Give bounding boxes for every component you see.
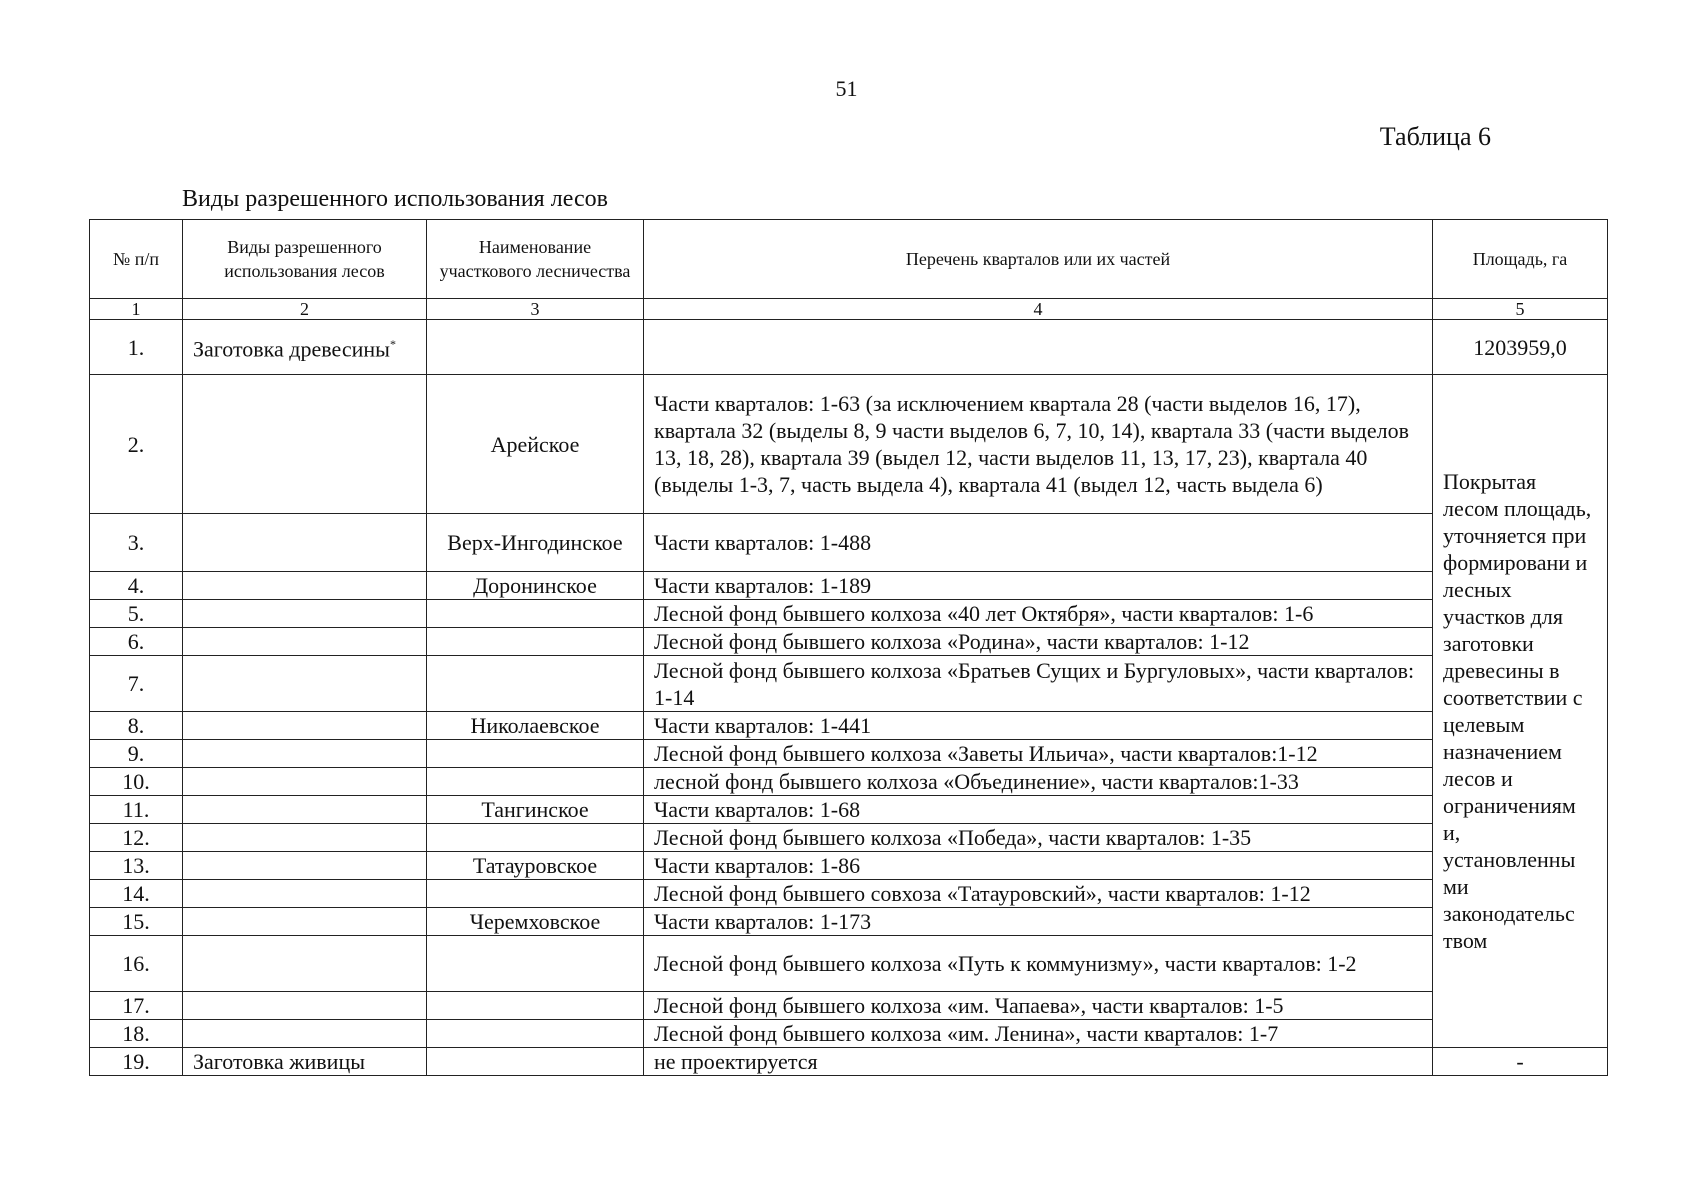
quarters-cell: лесной фонд бывшего колхоза «Объединение», части кварталов:1-33 bbox=[644, 768, 1433, 796]
column-number-row bbox=[90, 299, 1608, 320]
row-number: 8. bbox=[90, 712, 183, 740]
use-kind-cell bbox=[183, 936, 427, 992]
row-number: 11. bbox=[90, 796, 183, 824]
use-kind-cell bbox=[183, 992, 427, 1020]
use-kind-cell bbox=[183, 628, 427, 656]
quarters-cell: Части кварталов: 1-173 bbox=[644, 908, 1433, 936]
row-number: 19. bbox=[90, 1048, 183, 1076]
use-kind-cell bbox=[183, 908, 427, 936]
table-row bbox=[90, 824, 1608, 852]
forestry-cell bbox=[427, 1020, 644, 1048]
forestry-cell: Доронинское bbox=[427, 572, 644, 600]
forestry-cell bbox=[427, 768, 644, 796]
quarters-cell: Лесной фонд бывшего совхоза «Татауровский», части кварталов: 1-12 bbox=[644, 880, 1433, 908]
table-caption: Таблица 6 bbox=[1379, 122, 1491, 151]
use-kind-cell bbox=[183, 768, 427, 796]
table-row bbox=[90, 628, 1608, 656]
quarters-cell: не проектируется bbox=[644, 1048, 1433, 1076]
forestry-cell bbox=[427, 656, 644, 712]
quarters-cell: Лесной фонд бывшего колхоза «Братьев Сущих и Бургуловых», части кварталов: 1-14 bbox=[644, 656, 1433, 712]
table-row bbox=[90, 656, 1608, 712]
quarters-cell bbox=[644, 320, 1433, 375]
header-cell-area: Площадь, га bbox=[1433, 220, 1608, 299]
table-title: Виды разрешенного использования лесов bbox=[182, 186, 608, 212]
forestry-cell: Арейское bbox=[427, 375, 644, 514]
row-number: 1. bbox=[90, 320, 183, 375]
row-number: 5. bbox=[90, 600, 183, 628]
forestry-cell: Черемховское bbox=[427, 908, 644, 936]
quarters-cell: Лесной фонд бывшего колхоза «Родина», части кварталов: 1-12 bbox=[644, 628, 1433, 656]
quarters-cell: Части кварталов: 1-86 bbox=[644, 852, 1433, 880]
header-cell-quarters: Перечень кварталов или их частей bbox=[644, 220, 1433, 299]
column-number: 4 bbox=[644, 299, 1433, 320]
table-row bbox=[90, 514, 1608, 572]
use-kind-cell bbox=[183, 740, 427, 768]
row-number: 17. bbox=[90, 992, 183, 1020]
quarters-cell: Части кварталов: 1-189 bbox=[644, 572, 1433, 600]
use-kind-cell bbox=[183, 880, 427, 908]
quarters-cell: Лесной фонд бывшего колхоза «им. Чапаева», части кварталов: 1-5 bbox=[644, 992, 1433, 1020]
use-kind-cell bbox=[183, 656, 427, 712]
quarters-cell: Части кварталов: 1-441 bbox=[644, 712, 1433, 740]
table-row bbox=[90, 852, 1608, 880]
row-number: 7. bbox=[90, 656, 183, 712]
table-row bbox=[90, 768, 1608, 796]
quarters-cell: Лесной фонд бывшего колхоза «им. Ленина», части кварталов: 1-7 bbox=[644, 1020, 1433, 1048]
row-number: 13. bbox=[90, 852, 183, 880]
quarters-cell: Части кварталов: 1-63 (за исключением квартала 28 (части выделов 16, 17), квартала 32 (выделы 8, 9 части выделов 6, 7, 10, 14), квартала 33 (части выделов 13, 18, 28), квартала 39 (выдел 12, части выделов 11, 13, 17, 23), квартала 40 (выделы 1-3, 7, часть выдела 4), квартала 41 (выдел 12, часть выдела 6) bbox=[644, 375, 1433, 514]
table-row bbox=[90, 712, 1608, 740]
forestry-cell bbox=[427, 992, 644, 1020]
table-row bbox=[90, 740, 1608, 768]
column-number: 1 bbox=[90, 299, 183, 320]
table-row bbox=[90, 908, 1608, 936]
forestry-cell: Николаевское bbox=[427, 712, 644, 740]
row-number: 18. bbox=[90, 1020, 183, 1048]
use-kind-cell bbox=[183, 712, 427, 740]
use-kind-cell bbox=[183, 572, 427, 600]
use-kind-cell bbox=[183, 375, 427, 514]
row-number: 9. bbox=[90, 740, 183, 768]
header-cell-use-kind: Виды разрешенного использования лесов bbox=[183, 220, 427, 299]
page-number: 51 bbox=[835, 76, 858, 101]
forestry-cell: Татауровское bbox=[427, 852, 644, 880]
use-kind-cell bbox=[183, 320, 427, 375]
use-kind-cell: Заготовка живицы bbox=[183, 1048, 427, 1076]
forestry-cell bbox=[427, 320, 644, 375]
area-cell: - bbox=[1433, 1048, 1608, 1076]
area-cell: 1203959,0 bbox=[1433, 320, 1608, 375]
row-number: 14. bbox=[90, 880, 183, 908]
forestry-cell bbox=[427, 600, 644, 628]
use-kind-cell bbox=[183, 852, 427, 880]
row-number: 16. bbox=[90, 936, 183, 992]
forest-use-table bbox=[89, 219, 1608, 1076]
header-cell-forestry: Наименование участкового лесничества bbox=[427, 220, 644, 299]
table-row bbox=[90, 572, 1608, 600]
column-number: 5 bbox=[1433, 299, 1608, 320]
forestry-cell bbox=[427, 880, 644, 908]
column-number: 3 bbox=[427, 299, 644, 320]
row-number: 10. bbox=[90, 768, 183, 796]
forestry-cell bbox=[427, 628, 644, 656]
row-number: 3. bbox=[90, 514, 183, 572]
table-row bbox=[90, 320, 1608, 375]
table-row bbox=[90, 1048, 1608, 1076]
use-kind-text: Заготовка древесины bbox=[193, 336, 390, 362]
footnote-mark: * bbox=[389, 337, 396, 352]
forestry-cell bbox=[427, 740, 644, 768]
use-kind-cell bbox=[183, 796, 427, 824]
table-row bbox=[90, 1020, 1608, 1048]
forestry-cell bbox=[427, 936, 644, 992]
table-row bbox=[90, 936, 1608, 992]
row-number: 6. bbox=[90, 628, 183, 656]
table-row bbox=[90, 880, 1608, 908]
quarters-cell: Части кварталов: 1-488 bbox=[644, 514, 1433, 572]
header-row bbox=[90, 220, 1608, 299]
column-number: 2 bbox=[183, 299, 427, 320]
quarters-cell: Лесной фонд бывшего колхоза «Заветы Ильича», части кварталов:1-12 bbox=[644, 740, 1433, 768]
row-number: 15. bbox=[90, 908, 183, 936]
forestry-cell bbox=[427, 824, 644, 852]
use-kind-cell bbox=[183, 1020, 427, 1048]
area-note-cell: Покрытая лесом площадь, уточняется при формировани и лесных участков для заготовки древесины в соответствии с целевым назначением лесов и ограничениям и, установленны ми законодательс твом bbox=[1433, 375, 1608, 1048]
quarters-cell: Части кварталов: 1-68 bbox=[644, 796, 1433, 824]
table-row bbox=[90, 992, 1608, 1020]
table-row bbox=[90, 600, 1608, 628]
row-number: 12. bbox=[90, 824, 183, 852]
quarters-cell: Лесной фонд бывшего колхоза «40 лет Октября», части кварталов: 1-6 bbox=[644, 600, 1433, 628]
quarters-cell: Лесной фонд бывшего колхоза «Путь к коммунизму», части кварталов: 1-2 bbox=[644, 936, 1433, 992]
header-cell-number: № п/п bbox=[90, 220, 183, 299]
forestry-cell: Верх-Ингодинское bbox=[427, 514, 644, 572]
use-kind-cell bbox=[183, 600, 427, 628]
forestry-cell bbox=[427, 1048, 644, 1076]
row-number: 4. bbox=[90, 572, 183, 600]
table-row bbox=[90, 796, 1608, 824]
row-number: 2. bbox=[90, 375, 183, 514]
quarters-cell: Лесной фонд бывшего колхоза «Победа», части кварталов: 1-35 bbox=[644, 824, 1433, 852]
table-row bbox=[90, 375, 1608, 514]
use-kind-cell bbox=[183, 514, 427, 572]
forestry-cell: Тангинское bbox=[427, 796, 644, 824]
use-kind-cell bbox=[183, 824, 427, 852]
